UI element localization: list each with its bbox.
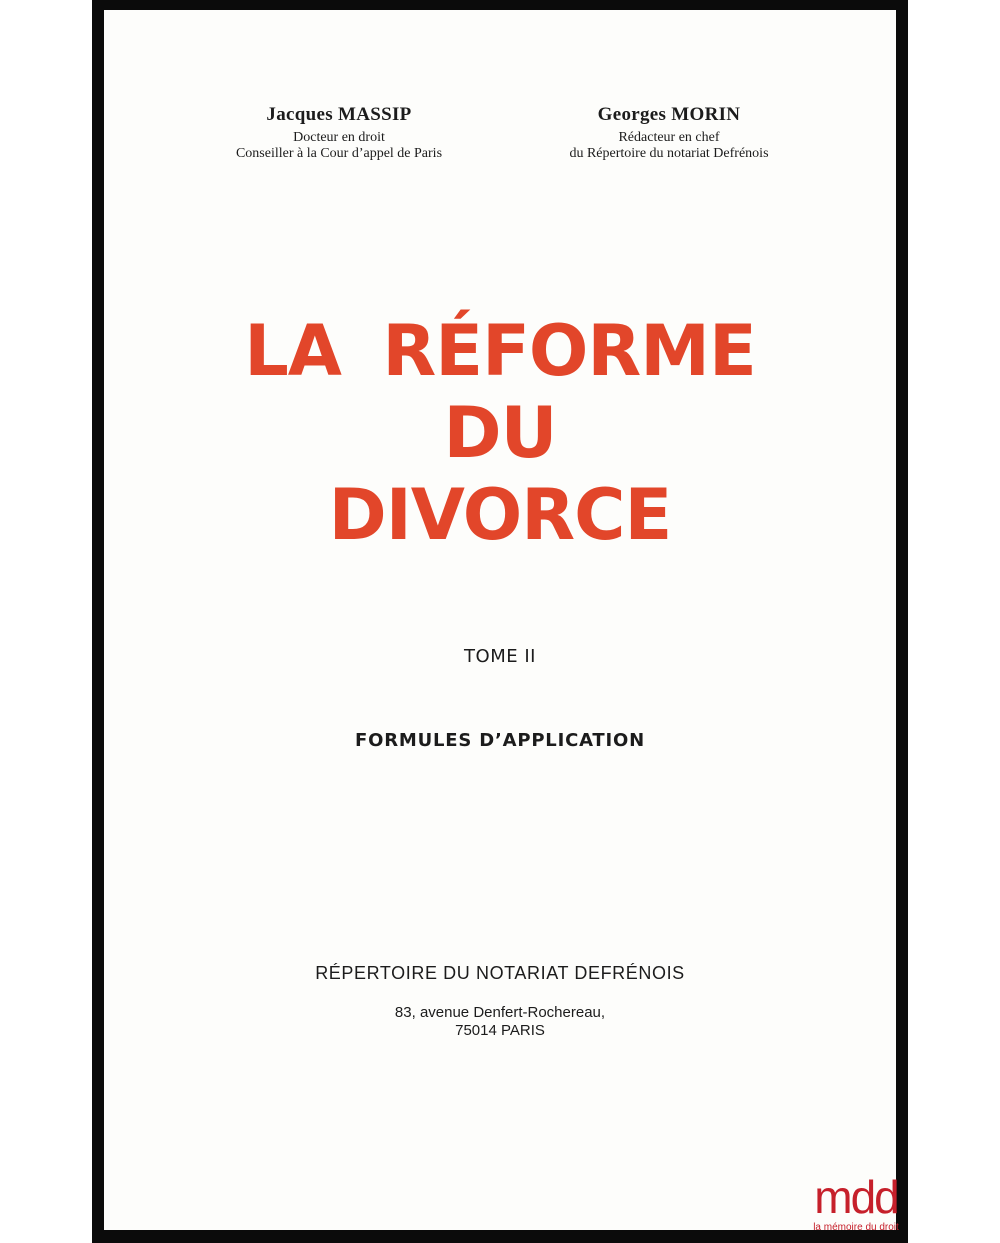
book-cover <box>104 10 896 1230</box>
author-role: Docteur en droit <box>293 130 385 145</box>
author-role: Conseiller à la Cour d’appel de Paris <box>235 146 443 161</box>
publisher-name: RÉPERTOIRE DU NOTARIAT DEFRÉNOIS <box>315 963 685 983</box>
volume-label: TOME II <box>464 646 536 667</box>
title-line-3: DIVORCE <box>328 474 672 556</box>
address-line: 75014 PARIS <box>455 1022 545 1039</box>
book-title <box>104 310 896 556</box>
title-line-1: LA RÉFORME <box>244 310 756 392</box>
logo-tagline: la mémoire du droit <box>813 1222 899 1233</box>
mdd-logo <box>800 1171 912 1240</box>
logo-mark: mdd <box>814 1171 898 1223</box>
publisher-address <box>104 1004 896 1040</box>
author-role: du Répertoire du notariat Defrénois <box>569 146 769 161</box>
author-role: Rédacteur en chef <box>618 130 720 145</box>
author-right <box>524 104 814 162</box>
author-name: Georges MORIN <box>597 104 741 125</box>
author-left <box>204 104 474 162</box>
book-subtitle: FORMULES D’APPLICATION <box>355 730 645 751</box>
address-line: 83, avenue Denfert-Rochereau, <box>394 1004 606 1021</box>
author-name: Jacques MASSIP <box>266 104 412 125</box>
title-line-2: DU <box>443 392 557 474</box>
